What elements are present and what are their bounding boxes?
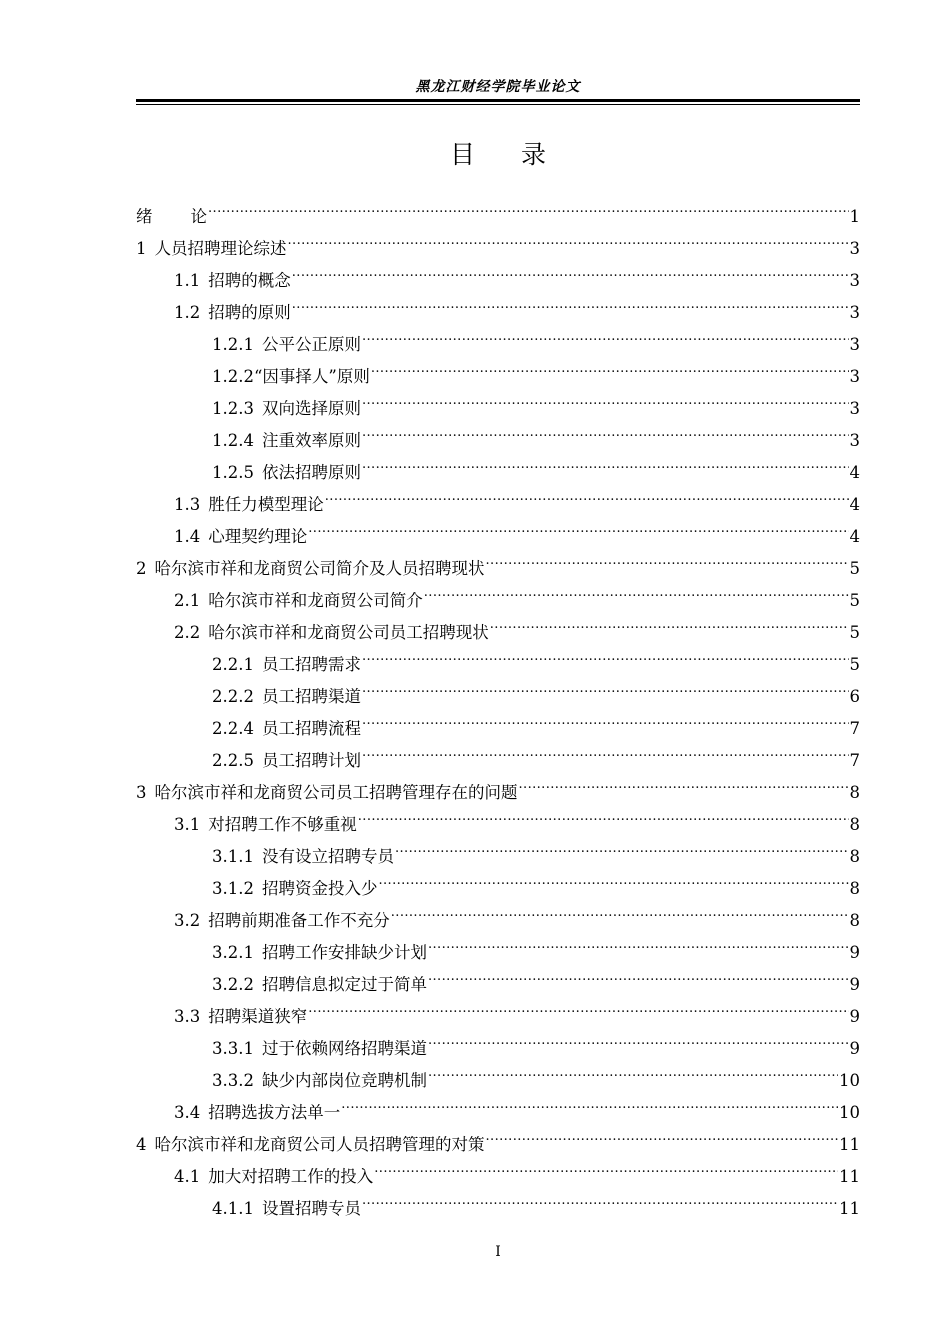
toc-entry-title: 员工招聘需求	[261, 655, 361, 674]
toc-dot-leader	[519, 766, 849, 798]
toc-entry-title: 员工招聘计划	[261, 751, 361, 770]
toc-dot-leader	[486, 1118, 839, 1150]
toc-dot-leader	[325, 478, 849, 510]
toc-entry-title: 缺少内部岗位竞聘机制	[261, 1071, 427, 1090]
toc-entry-page: 8	[849, 879, 860, 898]
toc-entry-page: 8	[849, 815, 860, 834]
toc-dot-leader	[391, 894, 849, 926]
toc-entry-page: 7	[849, 751, 860, 770]
toc-entry-title: 招聘前期准备工作不充分	[208, 911, 390, 930]
toc-dot-leader	[362, 414, 849, 446]
toc-entry-title: 招聘的原则	[208, 303, 291, 322]
page-number: I	[495, 1244, 501, 1260]
toc-dot-leader	[362, 670, 849, 702]
toc-entry-number: 1.2.1	[212, 335, 254, 354]
toc-entry-title: 对招聘工作不够重视	[208, 815, 357, 834]
toc-dot-leader	[308, 990, 848, 1022]
toc-title: 目录	[449, 140, 592, 169]
toc-entry-page: 9	[849, 1007, 860, 1026]
toc-entry-page: 7	[849, 719, 860, 738]
toc-entry-number: 3.3.2	[212, 1071, 254, 1090]
toc-entry-page: 3	[849, 431, 860, 450]
toc-entry-page: 3	[849, 303, 860, 322]
running-header: 黑龙江财经学院毕业论文	[415, 79, 581, 95]
toc-entry-page: 9	[849, 975, 860, 994]
toc-entry-number: 绪	[136, 207, 153, 226]
toc-dot-leader	[428, 1022, 849, 1054]
toc-dot-leader	[424, 574, 849, 606]
toc-dot-leader	[378, 862, 848, 894]
toc-entry-title: 招聘选拔方法单一	[208, 1103, 341, 1122]
toc-entry-title: 人员招聘理论综述	[154, 239, 287, 258]
toc-entry-title: 招聘信息拟定过于简单	[261, 975, 427, 994]
toc-entry-title: 招聘资金投入少	[261, 879, 378, 898]
toc-entry-number: 1.2.4	[212, 431, 254, 450]
toc-entry-title: 员工招聘渠道	[261, 687, 361, 706]
toc-dot-leader	[374, 1150, 838, 1182]
toc-entry-number: 3.4	[174, 1103, 201, 1122]
table-of-contents	[136, 190, 860, 1218]
toc-entry-page: 9	[849, 1039, 860, 1058]
toc-entry-number: 1.2	[174, 303, 201, 322]
toc-entry-page: 5	[849, 655, 860, 674]
toc-entry-page: 1	[849, 207, 860, 226]
toc-entry-title: 招聘渠道狭窄	[208, 1007, 308, 1026]
toc-entry-page: 11	[839, 1135, 860, 1154]
toc-dot-leader	[362, 702, 849, 734]
toc-entry-title: 心理契约理论	[208, 527, 308, 546]
toc-entry-number: 2.2.1	[212, 655, 254, 674]
toc-entry-number: 4	[136, 1135, 147, 1154]
toc-entry-title: 哈尔滨市祥和龙商贸公司简介	[208, 591, 423, 610]
toc-entry-number: 3.1.2	[212, 879, 254, 898]
toc-entry-number: 2.2.5	[212, 751, 254, 770]
toc-entry-title: 招聘工作安排缺少计划	[261, 943, 427, 962]
toc-dot-leader	[288, 222, 849, 254]
toc-entry-number: 3	[136, 783, 147, 802]
toc-dot-leader	[371, 350, 849, 382]
toc-entry-number: 2.1	[174, 591, 201, 610]
toc-entry-title: 公平公正原则	[261, 335, 361, 354]
toc-entry-page: 5	[849, 623, 860, 642]
toc-entry-page: 10	[839, 1103, 860, 1122]
toc-entry-title: 论	[190, 207, 207, 226]
toc-entry-number: 3.2	[174, 911, 201, 930]
toc-entry-page: 5	[849, 591, 860, 610]
toc-entry-title: 哈尔滨市祥和龙商贸公司员工招聘管理存在的问题	[154, 783, 518, 802]
toc-entry-page: 4	[849, 495, 860, 514]
toc-entry-page: 3	[849, 399, 860, 418]
toc-entry-title: 设置招聘专员	[261, 1199, 361, 1218]
toc-dot-leader	[308, 510, 848, 542]
toc-entry[interactable]	[136, 222, 860, 258]
toc-entry-page: 11	[839, 1167, 860, 1186]
toc-entry-number: 1.2.3	[212, 399, 254, 418]
toc-entry-number: 1.4	[174, 527, 201, 546]
toc-dot-leader	[362, 446, 849, 478]
toc-entry-page: 9	[849, 943, 860, 962]
toc-entry-title: “因事择人”原则	[253, 367, 370, 386]
toc-entry-title: 注重效率原则	[261, 431, 361, 450]
toc-dot-leader	[358, 798, 849, 830]
toc-dot-leader	[486, 542, 849, 574]
toc-entry-page: 3	[849, 335, 860, 354]
header-rule-thin	[136, 104, 860, 105]
toc-entry-title: 招聘的概念	[208, 271, 291, 290]
toc-dot-leader	[292, 286, 849, 318]
toc-entry-page: 8	[849, 911, 860, 930]
toc-entry-page: 3	[849, 271, 860, 290]
toc-dot-leader	[428, 958, 849, 990]
toc-dot-leader	[395, 830, 849, 862]
toc-entry-number: 2	[136, 559, 147, 578]
toc-entry-number: 1.1	[174, 271, 201, 290]
toc-dot-leader	[362, 1182, 838, 1214]
toc-entry[interactable]	[136, 190, 860, 226]
toc-dot-leader	[292, 254, 849, 286]
toc-entry-number: 1.2.2	[212, 367, 254, 386]
toc-entry-number: 2.2	[174, 623, 201, 642]
toc-entry-number: 3.2.2	[212, 975, 254, 994]
toc-entry-number: 1.3	[174, 495, 201, 514]
toc-entry-title: 加大对招聘工作的投入	[208, 1167, 374, 1186]
toc-entry-title: 哈尔滨市祥和龙商贸公司人员招聘管理的对策	[154, 1135, 485, 1154]
toc-entry-title: 哈尔滨市祥和龙商贸公司简介及人员招聘现状	[154, 559, 485, 578]
toc-entry-number: 4.1	[174, 1167, 201, 1186]
toc-entry-page: 6	[849, 687, 860, 706]
toc-entry-page: 3	[849, 367, 860, 386]
toc-dot-leader	[362, 382, 849, 414]
toc-entry-title: 双向选择原则	[261, 399, 361, 418]
toc-dot-leader	[362, 318, 849, 350]
toc-entry-number: 1	[136, 239, 147, 258]
toc-entry-number: 2.2.4	[212, 719, 254, 738]
toc-dot-leader	[362, 638, 849, 670]
toc-dot-leader	[341, 1086, 838, 1118]
toc-entry-title: 胜任力模型理论	[208, 495, 324, 514]
toc-entry-number: 2.2.2	[212, 687, 254, 706]
toc-dot-leader	[362, 734, 849, 766]
toc-dot-leader	[490, 606, 849, 638]
toc-dot-leader	[428, 1054, 838, 1086]
toc-entry-number: 3.1	[174, 815, 201, 834]
toc-entry-page: 10	[839, 1071, 860, 1090]
toc-entry-number: 3.3.1	[212, 1039, 254, 1058]
toc-entry-number: 3.2.1	[212, 943, 254, 962]
toc-entry-page: 8	[849, 847, 860, 866]
toc-entry-number: 3.3	[174, 1007, 201, 1026]
toc-entry-title: 依法招聘原则	[261, 463, 361, 482]
header-rule-thick	[136, 99, 860, 102]
toc-entry-page: 8	[849, 783, 860, 802]
toc-entry-number: 3.1.1	[212, 847, 254, 866]
toc-entry-title: 没有设立招聘专员	[261, 847, 394, 866]
toc-entry-number: 4.1.1	[212, 1199, 254, 1218]
toc-entry-page: 4	[849, 463, 860, 482]
toc-dot-leader	[208, 190, 849, 222]
toc-entry-title: 过于依赖网络招聘渠道	[261, 1039, 427, 1058]
toc-entry-page: 11	[839, 1199, 860, 1218]
toc-entry-title: 员工招聘流程	[261, 719, 361, 738]
toc-entry-page: 3	[849, 239, 860, 258]
toc-entry-number: 1.2.5	[212, 463, 254, 482]
toc-entry-page: 5	[849, 559, 860, 578]
toc-entry-page: 4	[849, 527, 860, 546]
toc-entry-title: 哈尔滨市祥和龙商贸公司员工招聘现状	[208, 623, 489, 642]
toc-dot-leader	[428, 926, 849, 958]
